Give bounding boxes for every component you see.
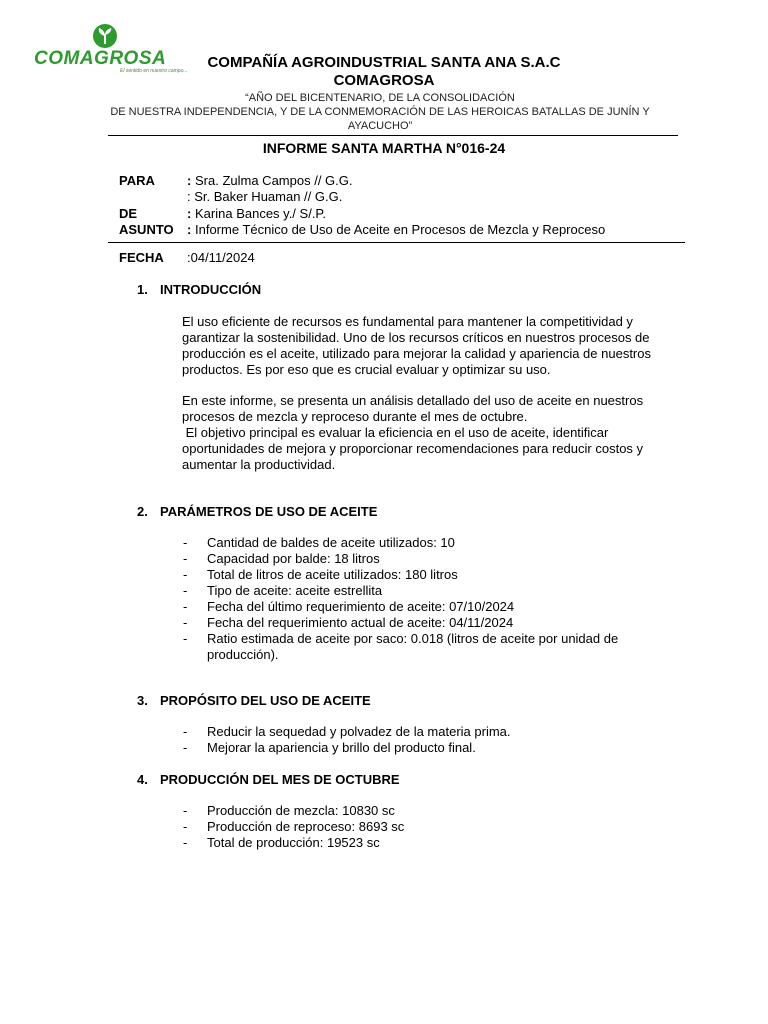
- para-label: PARA: [119, 173, 155, 188]
- paragraph-line: aumentar la productividad.: [182, 457, 336, 472]
- section-heading-proposito: [0, 693, 768, 709]
- list-item-text: Producción de reproceso: 8693 sc: [207, 819, 405, 834]
- list-item-text: Fecha del requerimiento actual de aceite: 04/11/2024: [207, 615, 514, 630]
- paragraph-line: El uso eficiente de recursos es fundamental para mantener la competitividad y: [182, 314, 633, 329]
- paragraph-line: El objetivo principal es evaluar la eficiencia en el uso de aceite, identificar: [182, 425, 609, 440]
- list-item: [183, 724, 683, 740]
- list-item: [183, 615, 683, 631]
- colon: :: [187, 222, 192, 237]
- section-number: 1.: [137, 282, 148, 297]
- company-name: COMPAÑÍA AGROINDUSTRIAL SANTA ANA S.A.C: [207, 54, 561, 71]
- dash-bullet: -: [183, 803, 188, 818]
- purpose-list: [183, 724, 683, 756]
- fecha-label: FECHA: [119, 250, 164, 265]
- list-item-text: Producción de mezcla: 10830 sc: [207, 803, 395, 818]
- section-heading-introduccion: [0, 282, 768, 298]
- parameters-list: [183, 535, 683, 663]
- list-item: [183, 535, 683, 551]
- dash-bullet: -: [183, 631, 188, 646]
- intro-paragraph-1: [182, 314, 702, 378]
- year-motto: [80, 91, 680, 133]
- de-label: DE: [119, 206, 138, 221]
- paragraph-line: producción es el aceite, utilizado para mejorar la calidad y apariencia de nuestros: [182, 346, 651, 361]
- list-item-text: Reducir la sequedad y polvadez de la materia prima.: [207, 724, 511, 739]
- memo-row-para-2: [0, 189, 768, 205]
- list-item-text: Ratio estimada de aceite por saco: 0.018 (litros de aceite por unidad de: [207, 631, 619, 646]
- para-value-2: : Sr. Baker Huaman // G.G.: [187, 189, 343, 204]
- dash-bullet: -: [183, 535, 188, 550]
- intro-paragraph-2: [182, 393, 702, 473]
- memo-row-asunto: [0, 222, 768, 238]
- section-title: PRODUCCIÓN DEL MES DE OCTUBRE: [160, 772, 400, 787]
- section-title: PARÁMETROS DE USO DE ACEITE: [160, 504, 378, 519]
- list-item: [183, 819, 683, 835]
- fecha-value: :04/11/2024: [187, 250, 255, 265]
- section-number: 4.: [137, 772, 148, 787]
- list-item-text: Cantidad de baldes de aceite utilizados: 10: [207, 535, 455, 550]
- list-item-text: Capacidad por balde: 18 litros: [207, 551, 380, 566]
- paragraph-line: oportunidades de mejora y proporcionar recomendaciones para reducir costos y: [182, 441, 644, 456]
- list-item: [183, 740, 683, 756]
- list-item-text: Tipo de aceite: aceite estrellita: [207, 583, 383, 598]
- year-motto-line: AYACUCHO”: [347, 120, 413, 132]
- company-short-name: COMAGROSA: [333, 72, 435, 89]
- dash-bullet: -: [183, 567, 188, 582]
- dash-bullet: -: [183, 583, 188, 598]
- year-motto-line: “AÑO DEL BICENTENARIO, DE LA CONSOLIDACIÓN: [245, 92, 515, 104]
- section-number: 3.: [137, 693, 148, 708]
- paragraph-line: garantizar la sostenibilidad. Uno de los recursos críticos en nuestros procesos de: [182, 330, 650, 345]
- memo-divider: [108, 242, 685, 243]
- list-item-text: Total de producción: 19523 sc: [207, 835, 380, 850]
- asunto-value: Informe Técnico de Uso de Aceite en Procesos de Mezcla y Reproceso: [195, 222, 606, 237]
- list-item-text: Total de litros de aceite utilizados: 180 litros: [207, 567, 458, 582]
- report-title: INFORME SANTA MARTHA N°016-24: [262, 140, 506, 156]
- list-item: [183, 631, 683, 663]
- list-item-text: Fecha del último requerimiento de aceite: 07/10/2024: [207, 599, 515, 614]
- dash-bullet: -: [183, 835, 188, 850]
- section-title: PROPÓSITO DEL USO DE ACEITE: [160, 693, 371, 708]
- dash-bullet: -: [183, 740, 188, 755]
- memo-row-fecha: [0, 250, 768, 266]
- list-item-continuation: producción).: [207, 647, 279, 662]
- logo-tagline: El sentido en nuestro campo...: [120, 68, 188, 74]
- paragraph-line: En este informe, se presenta un análisis detallado del uso de aceite en nuestros: [182, 393, 644, 408]
- dash-bullet: -: [183, 819, 188, 834]
- list-item: [183, 567, 683, 583]
- colon: :: [187, 173, 192, 188]
- colon: :: [187, 206, 192, 221]
- section-number: 2.: [137, 504, 148, 519]
- asunto-label: ASUNTO: [119, 222, 174, 237]
- list-item: [183, 583, 683, 599]
- year-motto-line: DE NUESTRA INDEPENDENCIA, Y DE LA CONMEMORACIÓN DE LAS HEROICAS BATALLAS DE JUNÍN Y: [110, 106, 650, 118]
- section-heading-parametros: [0, 504, 768, 520]
- list-item: [183, 835, 683, 851]
- logo-wordmark: COMAGROSA: [34, 48, 167, 69]
- paragraph-line: procesos de mezcla y reproceso durante el mes de octubre.: [182, 409, 528, 424]
- production-list: [183, 803, 683, 851]
- section-heading-produccion: [0, 772, 768, 788]
- header-divider: [108, 135, 678, 136]
- section-title: INTRODUCCIÓN: [160, 282, 262, 297]
- dash-bullet: -: [183, 599, 188, 614]
- paragraph-line: productos. Es por eso que es crucial evaluar y optimizar su uso.: [182, 362, 551, 377]
- dash-bullet: -: [183, 551, 188, 566]
- list-item-text: Mejorar la apariencia y brillo del producto final.: [207, 740, 476, 755]
- memo-row-de: [0, 206, 768, 222]
- para-value: Sra. Zulma Campos // G.G.: [195, 173, 353, 188]
- memo-row-para: [0, 173, 768, 189]
- de-value: Karina Bances y./ S/.P.: [195, 206, 327, 221]
- list-item: [183, 599, 683, 615]
- dash-bullet: -: [183, 615, 188, 630]
- list-item: [183, 803, 683, 819]
- list-item: [183, 551, 683, 567]
- dash-bullet: -: [183, 724, 188, 739]
